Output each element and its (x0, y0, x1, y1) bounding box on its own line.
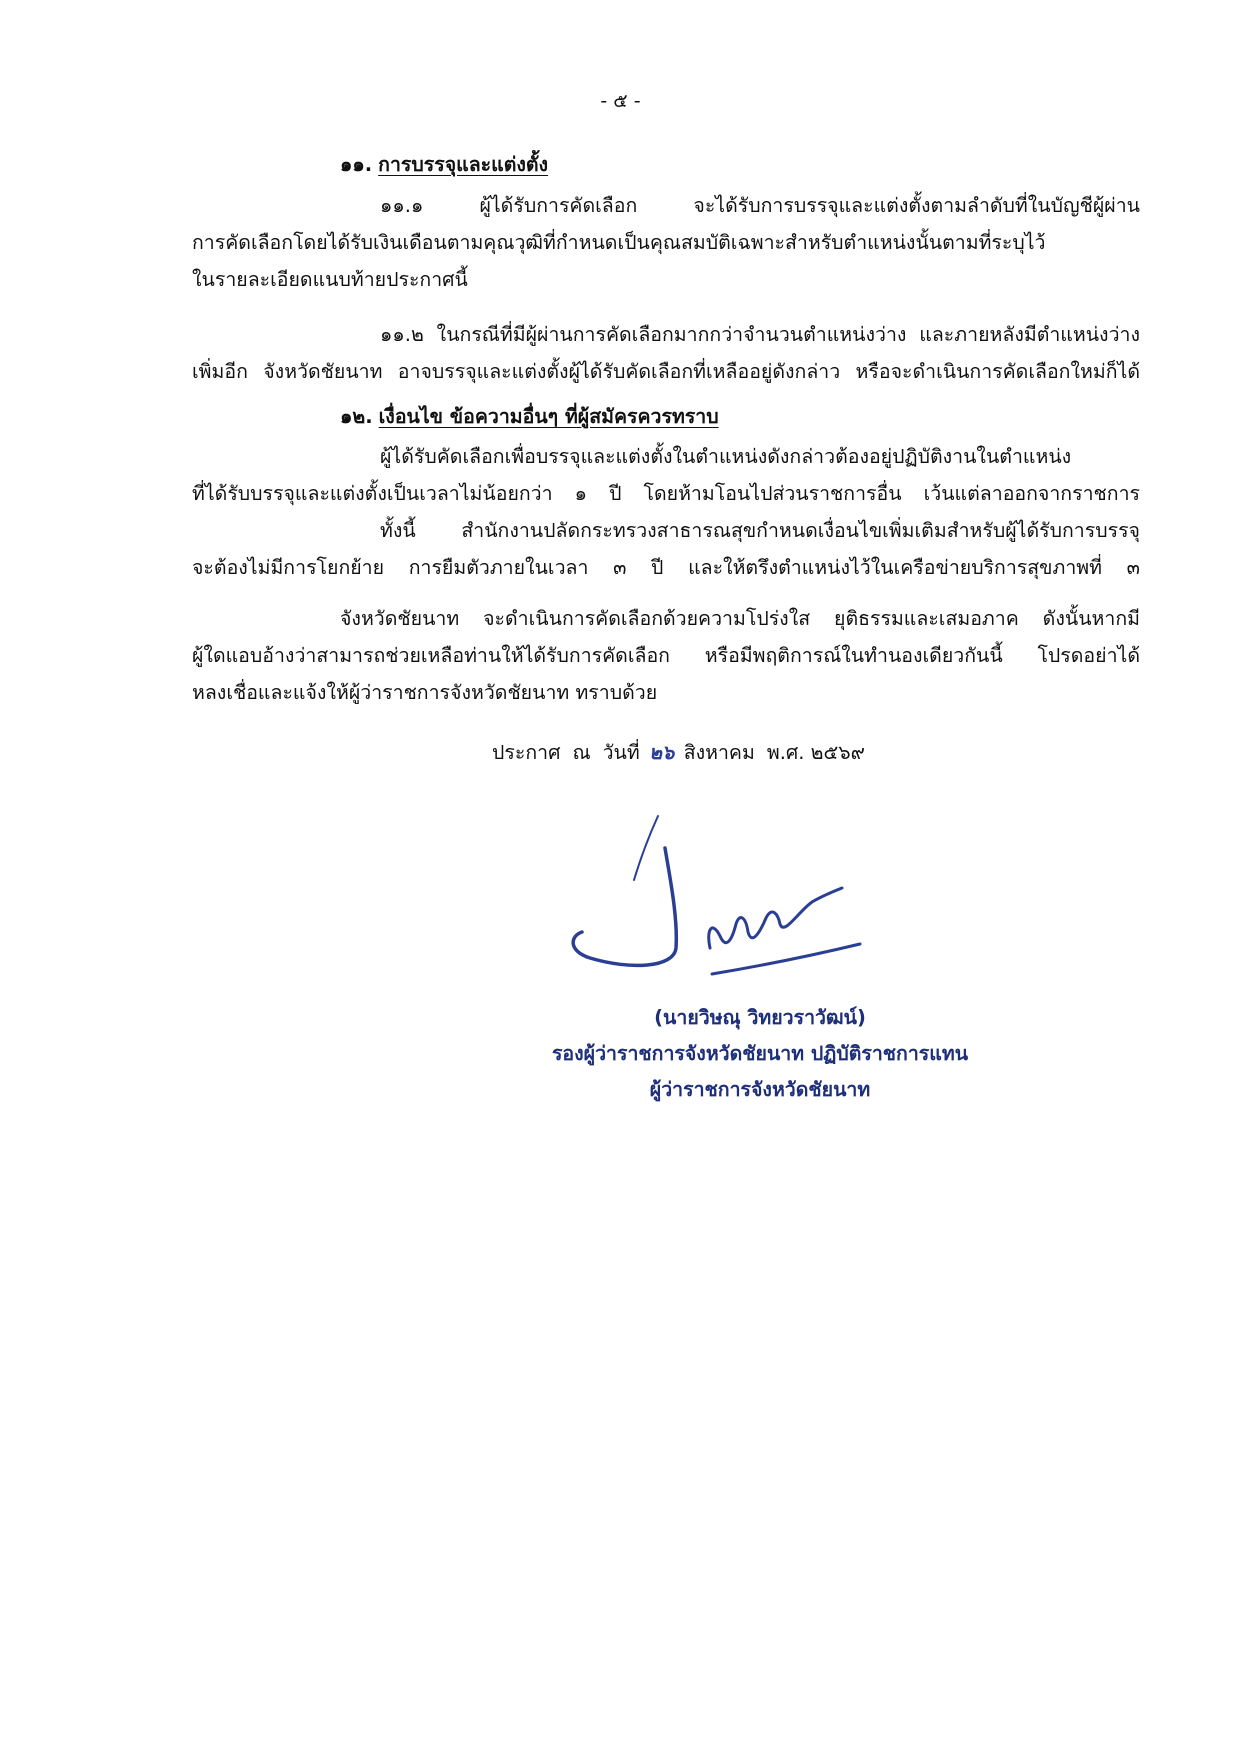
closing-line-1: จังหวัดชัยนาท จะดำเนินการคัดเลือกด้วยความโปร่งใส ยุติธรรมและเสมอภาค ดังนั้นหากมี (340, 607, 1140, 630)
section-11-1-line-2: การคัดเลือกโดยได้รับเงินเดือนตามคุณวุฒิที่กำหนดเป็นคุณสมบัติเฉพาะสำหรับตำแหน่งนั้นตามที่ระบุไว้ (192, 231, 1046, 254)
announcement-day: ๒๖ (649, 741, 675, 764)
signer-name: (นายวิษณุ วิทยวราวัฒน์) (654, 1006, 866, 1029)
section-11-1-line-3: ในรายละเอียดแนบท้ายประกาศนี้ (192, 268, 468, 291)
section-12-para-2-line-2: จะต้องไม่มีการโยกย้าย การยืมตัวภายในเวลา ๓ ปี และให้ตรึงตำแหน่งไว้ในเครือข่ายบริการสุขภาพที่ ๓ (192, 556, 1140, 579)
announcement-year: พ.ศ. ๒๕๖๙ (766, 741, 865, 764)
announcement-month: สิงหาคม (683, 741, 755, 764)
announcement-date (492, 736, 922, 770)
section-12-number: ๑๒. (340, 405, 373, 428)
announcement-day-label: วันที่ (602, 741, 640, 764)
section-11-1-line-1: ๑๑.๑ ผู้ได้รับการคัดเลือก จะได้รับการบรรจุและแต่งตั้งตามลำดับที่ในบัญชีผู้ผ่าน (380, 194, 1140, 217)
section-11-number: ๑๑. (340, 153, 373, 176)
section-12-para-1-line-2: ที่ได้รับบรรจุและแต่งตั้งเป็นเวลาไม่น้อยกว่า ๑ ปี โดยห้ามโอนไปส่วนราชการอื่น เว้นแต่ลาออกจากราชการ (192, 482, 1140, 505)
section-12-heading (340, 400, 1140, 434)
signer-position: รองผู้ว่าราชการจังหวัดชัยนาท ปฏิบัติราชการแทน (551, 1042, 969, 1065)
section-12-para-2-line-1: ทั้งนี้ สำนักงานปลัดกระทรวงสาธารณสุขกำหนดเงื่อนไขเพิ่มเติมสำหรับผู้ได้รับการบรรจุ (380, 519, 1140, 542)
section-11-2-line-1: ๑๑.๒ ในกรณีที่มีผู้ผ่านการคัดเลือกมากกว่าจำนวนตำแหน่งว่าง และภายหลังมีตำแหน่งว่าง (380, 323, 1140, 346)
signer-position-2: ผู้ว่าราชการจังหวัดชัยนาท (649, 1078, 871, 1101)
handwritten-signature (560, 808, 920, 978)
section-11-title: การบรรจุและแต่งตั้ง (378, 153, 549, 176)
section-11-heading (340, 148, 1140, 182)
closing-line-3: หลงเชื่อและแจ้งให้ผู้ว่าราชการจังหวัดชัยนาท ทราบด้วย (192, 681, 658, 704)
section-12-title: เงื่อนไข ข้อความอื่นๆ ที่ผู้สมัครควรทราบ (378, 405, 719, 428)
announcement-prefix: ประกาศ (492, 741, 561, 764)
page-number: - ๕ - (600, 90, 641, 112)
section-12-para-1-line-1: ผู้ได้รับคัดเลือกเพื่อบรรจุและแต่งตั้งในตำแหน่งดังกล่าวต้องอยู่ปฏิบัติงานในตำแหน่ง (380, 445, 1072, 468)
section-11-2-line-2: เพิ่มอีก จังหวัดชัยนาท อาจบรรจุและแต่งตั้งผู้ได้รับคัดเลือกที่เหลืออยู่ดังกล่าว หรือจะดำเนินการคัดเลือกใหม่ก็ได้ (192, 360, 1140, 383)
closing-line-2: ผู้ใดแอบอ้างว่าสามารถช่วยเหลือท่านให้ได้รับการคัดเลือก หรือมีพฤติการณ์ในทำนองเดียวกันนี้ โปรดอย่าได้ (192, 644, 1140, 667)
announcement-at: ณ (572, 741, 591, 764)
